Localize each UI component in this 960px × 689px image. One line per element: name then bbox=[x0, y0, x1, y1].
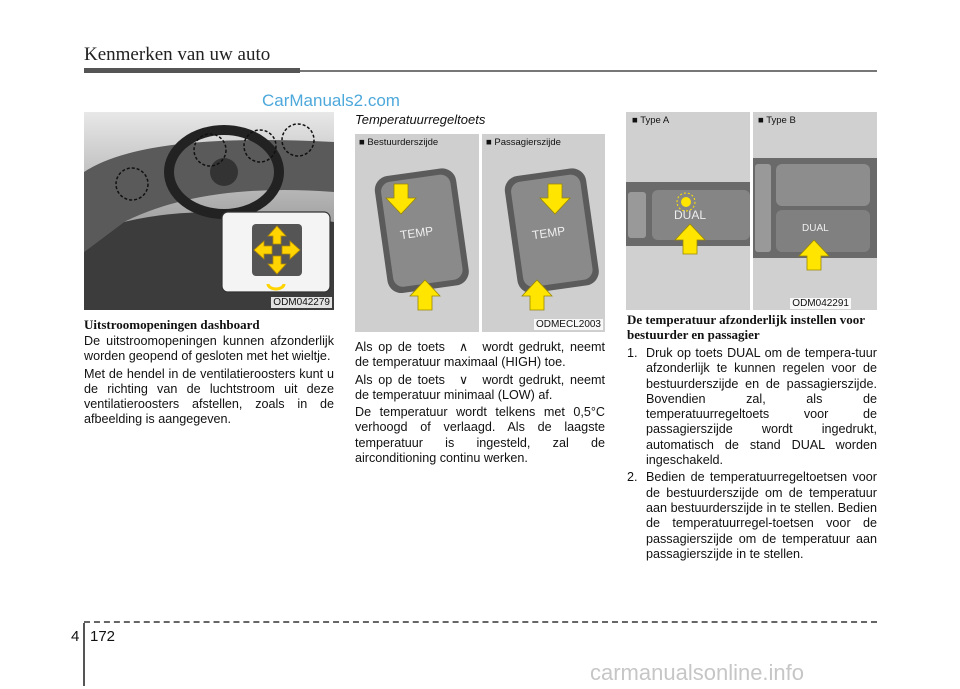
type-a-label: ■ Type A bbox=[632, 115, 670, 126]
caret-down-symbol: ∨ bbox=[459, 372, 469, 387]
figure-code-dash: ODM042279 bbox=[273, 297, 330, 308]
type-b-label: ■ Type B bbox=[758, 115, 796, 126]
temp-button-text-passenger: TEMP bbox=[531, 223, 567, 243]
dual-heading: De temperatuur afzonderlijk instellen voor bestuurder en passagier bbox=[627, 312, 865, 342]
footer-vertical-rule bbox=[83, 623, 85, 686]
passenger-side-label: ■ Passagierszijde bbox=[486, 137, 561, 148]
dash-vents-para-2: Met de hendel in de ventilatieroosters kunt u de richting van de luchtstroom uit deze ventilatieroosters afstellen, zoals in de afbeelding is aangegeven. bbox=[84, 366, 334, 427]
header-rule bbox=[300, 70, 877, 72]
temp-down-text-a: Als op de toets bbox=[355, 372, 445, 387]
dual-button-figure bbox=[626, 112, 877, 310]
column-1 bbox=[84, 317, 334, 430]
list-item bbox=[627, 470, 877, 562]
header-bar bbox=[84, 68, 300, 73]
temp-control-heading-wrap bbox=[355, 112, 605, 129]
watermark-bottom[interactable]: carmanualsonline.info bbox=[590, 660, 805, 685]
step-number: 1. bbox=[627, 346, 638, 360]
temp-down-text-b: wordt gedrukt, neemt de temperatuur minimaal (LOW) af. bbox=[355, 372, 606, 402]
step-text: Bedien de temperatuurregeltoetsen voor de bestuurderszijde om de temperatuur aan bestuurderszijde in te stellen. Bedien de temperatuurregel-toetsen voor de passagierszijde om de temperatuur aan passagierszijde in te stellen. bbox=[646, 470, 877, 561]
dash-vents-heading: Uitstroomopeningen dashboard bbox=[84, 317, 260, 332]
driver-side-label: ■ Bestuurderszijde bbox=[359, 137, 439, 148]
dashboard-vents-figure bbox=[84, 112, 334, 310]
column-3 bbox=[627, 312, 877, 564]
caret-up-symbol: ∧ bbox=[459, 340, 469, 354]
step-text: Druk op toets DUAL om de tempera-tuur afzonderlijk te kunnen regelen voor de bestuurderszijde en de passagierszijde. Bovendien zal, als de temperatuurregeltoets voor de passagierszijde wordt ingedrukt, automatisch de stand DUAL worden ingeschakeld. bbox=[646, 346, 877, 468]
list-item bbox=[627, 346, 877, 468]
page-header-title: Kenmerken van uw auto bbox=[84, 44, 271, 65]
dual-button-illustration bbox=[626, 112, 877, 310]
dual-steps-list bbox=[627, 346, 877, 562]
figure-code-temp: ODMECL2003 bbox=[535, 319, 601, 330]
temp-up-text-a: Als op de toets bbox=[355, 340, 445, 354]
dual-button-text-b: DUAL bbox=[802, 223, 829, 234]
dual-button-text-a: DUAL bbox=[674, 208, 707, 222]
temp-buttons-illustration bbox=[355, 134, 605, 332]
footer-rule bbox=[84, 621, 877, 623]
dash-vents-para-1: De uitstroomopeningen kunnen afzonderlijk worden geopend of gesloten met het wieltje. bbox=[84, 334, 334, 364]
step-number: 2. bbox=[627, 470, 638, 485]
temp-button-text-driver: TEMP bbox=[399, 223, 435, 243]
column-2 bbox=[355, 340, 605, 468]
temp-up-para bbox=[355, 340, 605, 371]
temp-step-para: De temperatuur wordt telkens met 0,5°C verhoogd of verlaagd. Als de laagste temperatuur is ingesteld, zal de airconditioning continu werken. bbox=[355, 405, 605, 466]
temp-control-heading: Temperatuurregeltoets bbox=[355, 112, 486, 127]
figure-code-dual: ODM042291 bbox=[792, 298, 849, 309]
temp-down-para bbox=[355, 373, 605, 404]
temp-up-text-b: wordt gedrukt, neemt de temperatuur maximaal (HIGH) toe. bbox=[355, 340, 606, 370]
page-number: 172 bbox=[90, 628, 116, 645]
chapter-number: 4 bbox=[71, 628, 80, 645]
dashboard-illustration bbox=[84, 112, 334, 310]
temp-buttons-figure bbox=[355, 134, 605, 332]
watermark-top[interactable]: CarManuals2.com bbox=[262, 91, 400, 110]
